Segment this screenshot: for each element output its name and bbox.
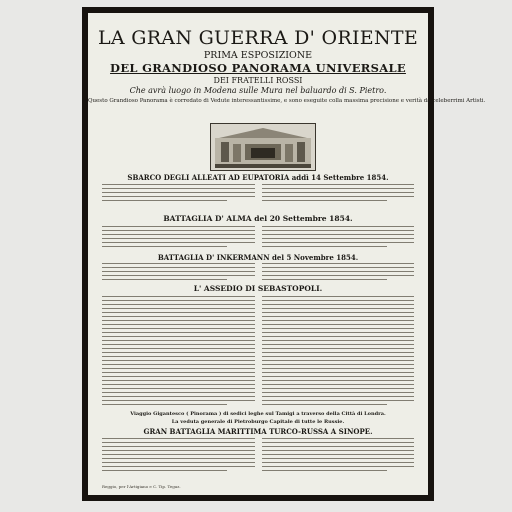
sinope-text <box>102 438 414 474</box>
printer-credit: Reggio, per l'Artigiano e C. Tip. Tegaz. <box>102 484 181 489</box>
section-london-journey: Viaggio Gigantesco ( Pinorama ) di sedici leghe sul Tamigi a traverso della Città di Londra. <box>130 411 386 417</box>
section-eupatoria: SBARCO DEGLI ALLEATI AD EUPATORIA addì 14 Settembre 1854. <box>127 173 389 182</box>
alma-text <box>102 226 414 250</box>
section-alma: BATTAGLIA D' ALMA del 20 Settembre 1854. <box>163 214 353 223</box>
section-sinope: GRAN BATTAGLIA MARITTIMA TURCO-RUSSA A SINOPE. <box>143 427 373 436</box>
poster-subtitle: PRIMA ESPOSIZIONE <box>203 50 313 61</box>
section-petersburg: La veduta generale di Pietroburgo Capitale di tutte le Russie. <box>171 419 345 425</box>
sebastopoli-text <box>102 296 414 408</box>
poster-frame <box>82 7 486 501</box>
eupatoria-text <box>102 184 414 204</box>
venue-line: Che avrà luogo in Modena sulle Mura nel baluardo di S. Pietro. <box>129 86 387 95</box>
section-inkermann: BATTAGLIA D' INKERMANN del 5 Novembre 1854. <box>157 253 359 262</box>
intro-line: Questo Grandioso Panorama è corredato di Vedute interessantissime, e sono eseguite colla massima precisione e verità da celeberrimi Artisti. <box>88 98 486 104</box>
poster-sheet <box>88 13 486 495</box>
panorama-building-engraving <box>210 123 316 171</box>
section-sebastopoli: L' ASSEDIO DI SEBASTOPOLI. <box>193 284 323 293</box>
inkermann-text <box>102 263 414 283</box>
engraving-illustration <box>211 124 315 170</box>
poster-title: LA GRAN GUERRA D' ORIENTE <box>97 27 419 49</box>
panorama-heading: DEL GRANDIOSO PANORAMA UNIVERSALE <box>110 61 406 75</box>
presenter-line: DEI FRATELLI ROSSI <box>213 76 303 85</box>
